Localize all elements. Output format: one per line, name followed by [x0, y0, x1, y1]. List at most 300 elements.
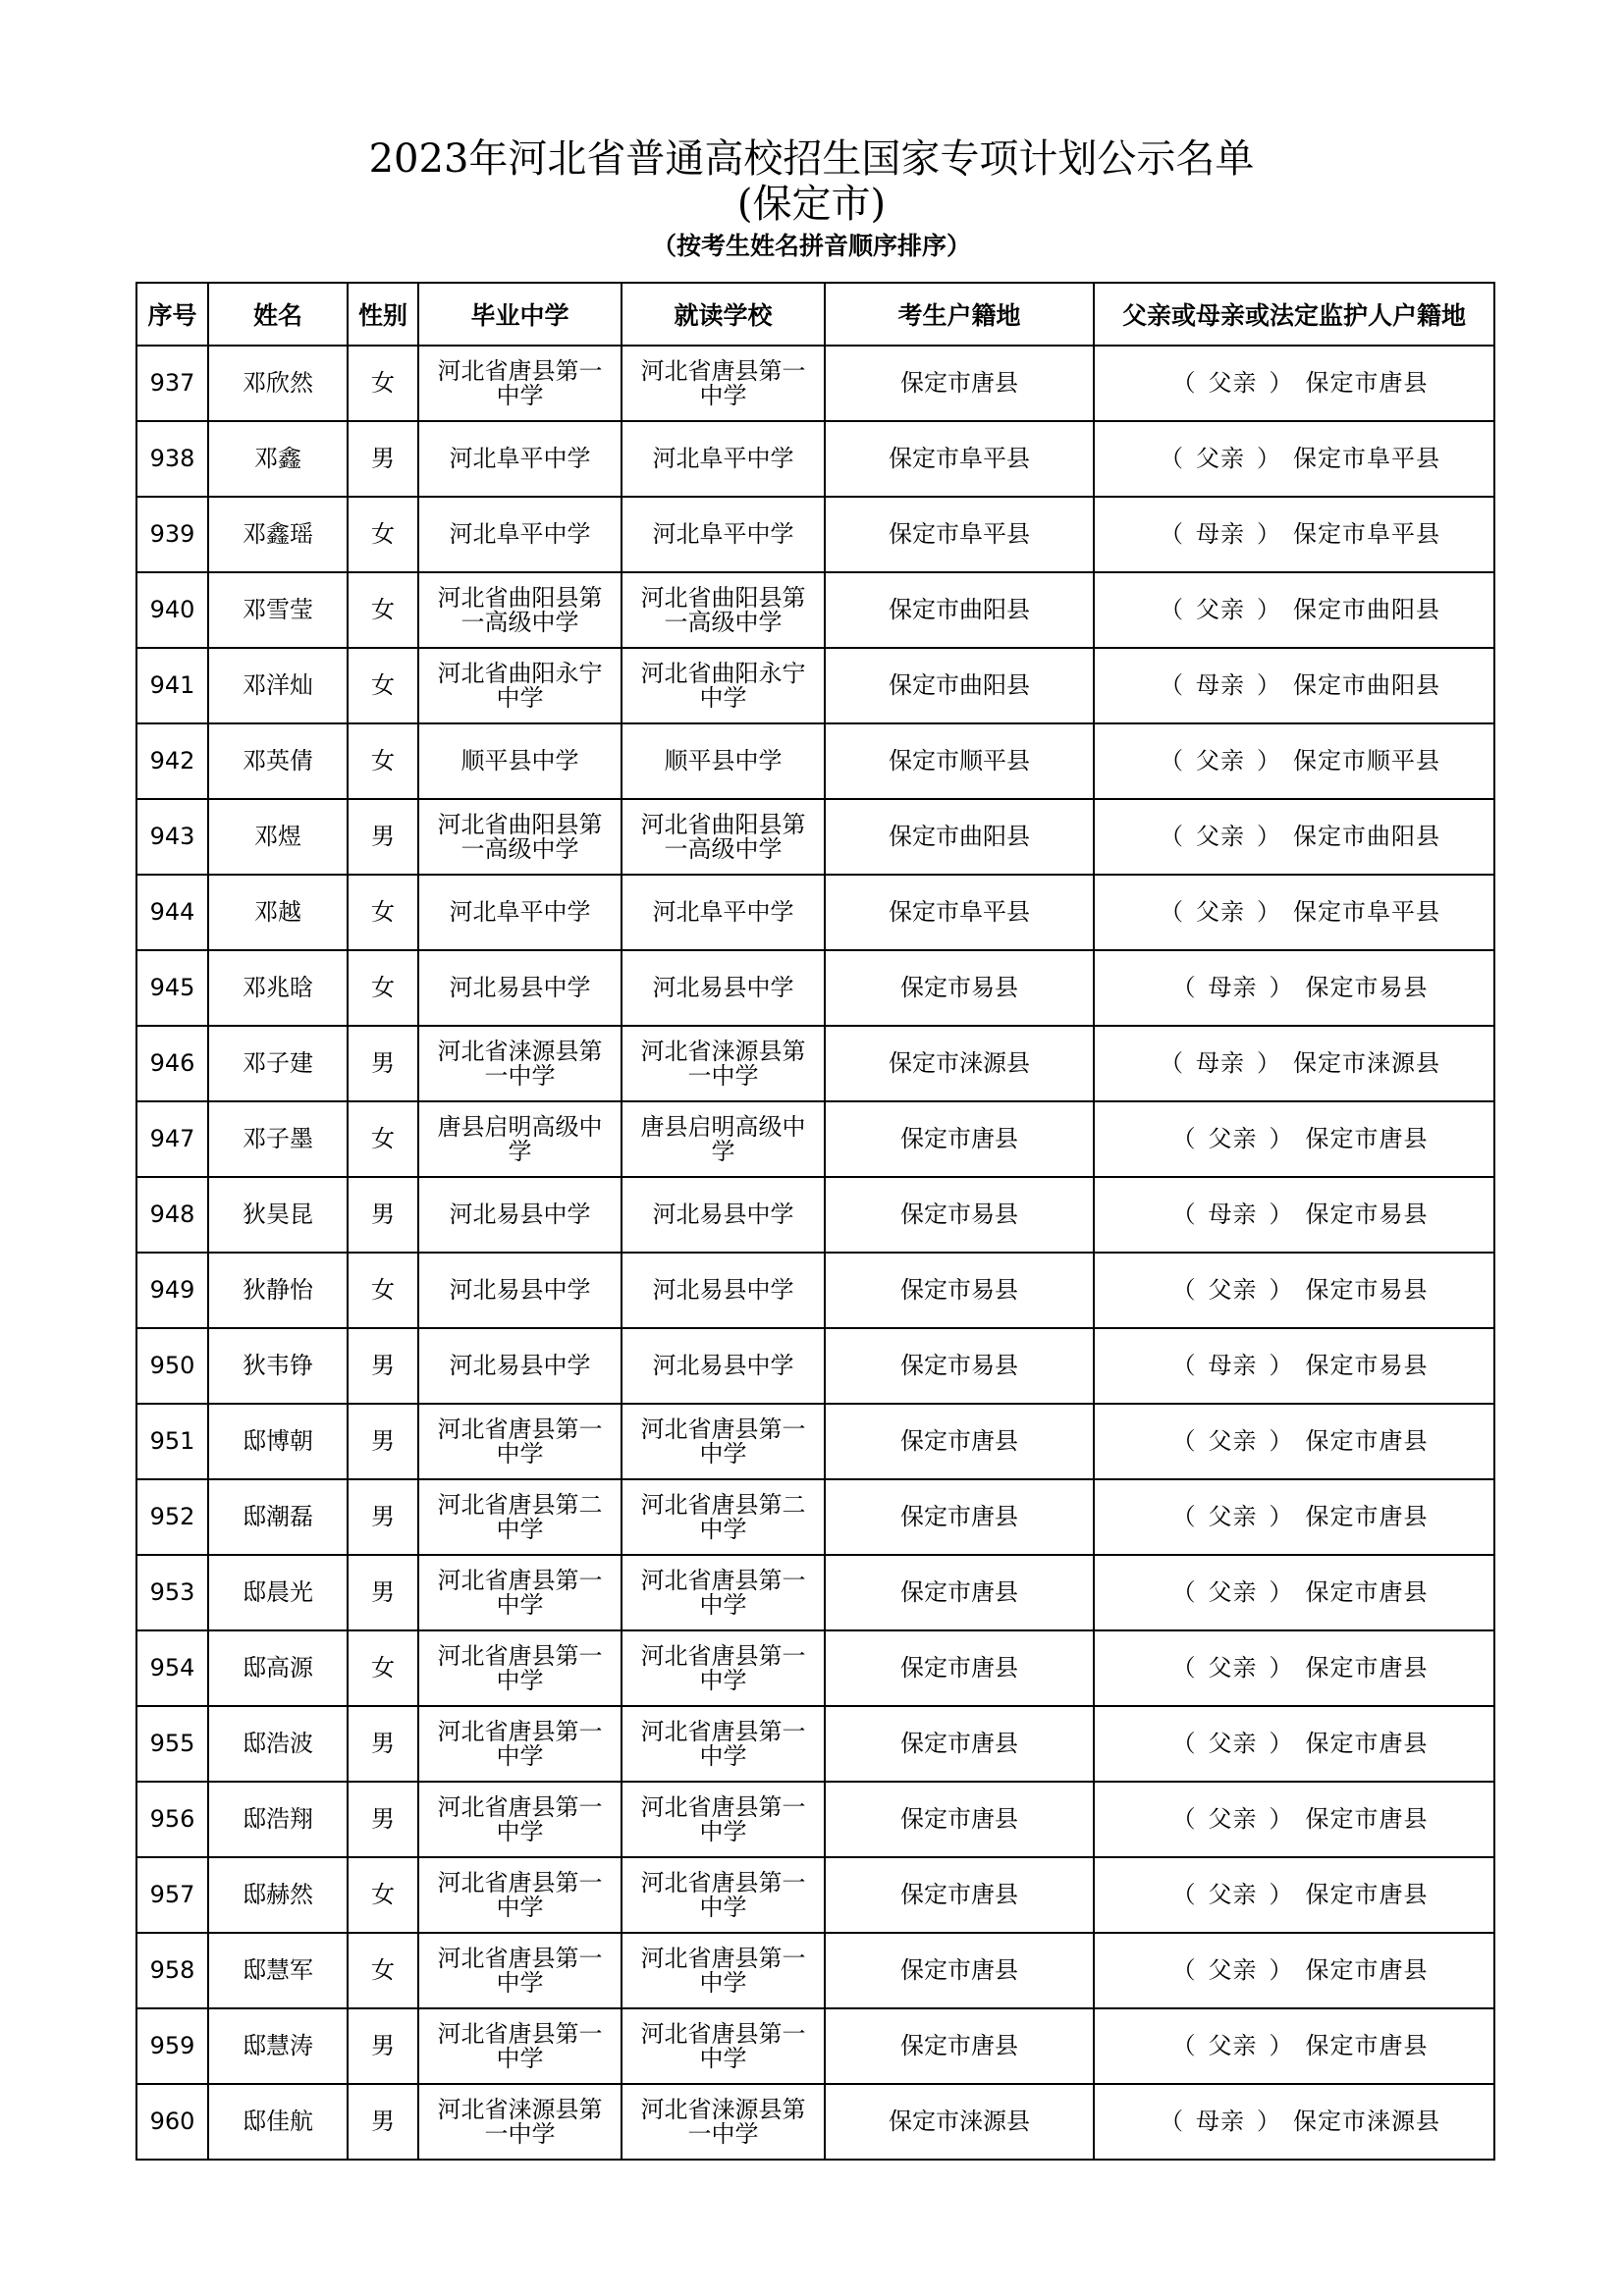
cell-gender: 女 [348, 723, 418, 799]
cell-seq: 953 [136, 1555, 208, 1630]
table-row [136, 1026, 1494, 1101]
cell-name: 邓英倩 [208, 723, 348, 799]
close-paren: ） [1257, 520, 1281, 548]
table-row [136, 1479, 1494, 1555]
table-row [136, 1253, 1494, 1328]
cell-hukou: 保定市易县 [825, 1177, 1094, 1253]
cell-name: 狄韦铮 [208, 1328, 348, 1404]
close-paren: ） [1269, 1503, 1294, 1530]
guardian-relation: 母亲 [1208, 974, 1258, 1001]
cell-name: 邓煜 [208, 799, 348, 875]
cell-name: 邓兆晗 [208, 950, 348, 1026]
cell-grad-school: 河北省唐县第一中学 [418, 1706, 622, 1782]
cell-name: 邸慧涛 [208, 2008, 348, 2084]
cell-gender: 男 [348, 1026, 418, 1101]
cell-name: 邸慧军 [208, 1933, 348, 2008]
cell-current-school: 河北易县中学 [622, 1253, 825, 1328]
cell-seq: 950 [136, 1328, 208, 1404]
table-row [136, 497, 1494, 572]
cell-current-school: 河北省涞源县第一中学 [622, 2084, 825, 2160]
guardian-location: 保定市易县 [1305, 974, 1429, 1001]
guardian-relation: 父亲 [1196, 445, 1245, 472]
open-paren: （ [1171, 1654, 1197, 1682]
cell-hukou: 保定市唐县 [825, 1404, 1094, 1479]
open-paren: （ [1171, 974, 1197, 1001]
cell-seq: 945 [136, 950, 208, 1026]
open-paren: （ [1171, 2032, 1197, 2059]
cell-guardian-hukou [1094, 572, 1494, 648]
guardian-relation: 父亲 [1208, 1578, 1258, 1606]
cell-name: 邸潮磊 [208, 1479, 348, 1555]
guardian-location: 保定市阜平县 [1293, 445, 1440, 472]
table-row [136, 1328, 1494, 1404]
cell-current-school: 河北省唐县第一中学 [622, 1555, 825, 1630]
guardian-location: 保定市顺平县 [1293, 747, 1440, 774]
cell-grad-school: 河北易县中学 [418, 1177, 622, 1253]
cell-name: 邓雪莹 [208, 572, 348, 648]
guardian-location: 保定市唐县 [1305, 1730, 1429, 1757]
cell-gender: 男 [348, 1706, 418, 1782]
close-paren: ） [1269, 1956, 1294, 1984]
cell-gender: 男 [348, 1404, 418, 1479]
guardian-location: 保定市唐县 [1305, 1805, 1429, 1833]
close-paren: ） [1257, 596, 1281, 623]
cell-guardian-hukou [1094, 497, 1494, 572]
guardian-relation: 父亲 [1196, 596, 1245, 623]
cell-name: 邸浩波 [208, 1706, 348, 1782]
guardian-location: 保定市唐县 [1305, 1956, 1429, 1984]
guardian-location: 保定市唐县 [1305, 2032, 1429, 2059]
open-paren: （ [1160, 898, 1184, 926]
cell-seq: 960 [136, 2084, 208, 2160]
close-paren: ） [1269, 974, 1294, 1001]
close-paren: ） [1257, 2108, 1281, 2135]
cell-grad-school: 河北阜平中学 [418, 421, 622, 497]
table-body [136, 346, 1494, 2160]
close-paren: ） [1269, 1730, 1294, 1757]
candidate-table [135, 282, 1495, 2161]
close-paren: ） [1269, 1201, 1294, 1228]
cell-gender: 女 [348, 875, 418, 950]
cell-name: 邓子墨 [208, 1101, 348, 1177]
cell-gender: 男 [348, 1479, 418, 1555]
cell-hukou: 保定市曲阳县 [825, 799, 1094, 875]
cell-gender: 女 [348, 1857, 418, 1933]
col-header-gender: 性别 [348, 283, 418, 346]
open-paren: （ [1160, 671, 1184, 699]
cell-hukou: 保定市唐县 [825, 1933, 1094, 2008]
guardian-relation: 母亲 [1196, 1049, 1245, 1077]
cell-grad-school: 河北省唐县第一中学 [418, 1630, 622, 1706]
table-header [136, 283, 1494, 346]
cell-current-school: 河北易县中学 [622, 950, 825, 1026]
cell-hukou: 保定市唐县 [825, 1706, 1094, 1782]
open-paren: （ [1160, 596, 1184, 623]
guardian-relation: 母亲 [1196, 520, 1245, 548]
cell-grad-school: 河北省唐县第二中学 [418, 1479, 622, 1555]
cell-gender: 女 [348, 346, 418, 421]
cell-guardian-hukou [1094, 2084, 1494, 2160]
cell-hukou: 保定市阜平县 [825, 421, 1094, 497]
cell-current-school: 河北省唐县第一中学 [622, 346, 825, 421]
cell-hukou: 保定市易县 [825, 950, 1094, 1026]
cell-guardian-hukou [1094, 1101, 1494, 1177]
guardian-location: 保定市唐县 [1305, 1125, 1429, 1152]
table-row [136, 648, 1494, 723]
cell-gender: 男 [348, 2084, 418, 2160]
cell-current-school: 河北省唐县第一中学 [622, 1630, 825, 1706]
table-row [136, 2084, 1494, 2160]
guardian-location: 保定市曲阳县 [1293, 596, 1440, 623]
close-paren: ） [1269, 1578, 1294, 1606]
cell-guardian-hukou [1094, 421, 1494, 497]
header-row [136, 283, 1494, 346]
cell-guardian-hukou [1094, 1328, 1494, 1404]
guardian-relation: 父亲 [1208, 1276, 1258, 1304]
cell-gender: 女 [348, 648, 418, 723]
close-paren: ） [1257, 823, 1281, 850]
cell-hukou: 保定市曲阳县 [825, 648, 1094, 723]
cell-grad-school: 河北阜平中学 [418, 875, 622, 950]
cell-seq: 941 [136, 648, 208, 723]
table-row [136, 723, 1494, 799]
cell-name: 邸高源 [208, 1630, 348, 1706]
table-row [136, 950, 1494, 1026]
cell-guardian-hukou [1094, 1706, 1494, 1782]
close-paren: ） [1269, 1427, 1294, 1455]
cell-name: 邓子建 [208, 1026, 348, 1101]
cell-gender: 男 [348, 1782, 418, 1857]
table-row [136, 1857, 1494, 1933]
cell-hukou: 保定市唐县 [825, 2008, 1094, 2084]
cell-grad-school: 河北省唐县第一中学 [418, 1404, 622, 1479]
cell-hukou: 保定市涞源县 [825, 2084, 1094, 2160]
cell-current-school: 顺平县中学 [622, 723, 825, 799]
close-paren: ） [1269, 1352, 1294, 1379]
close-paren: ） [1257, 898, 1281, 926]
cell-guardian-hukou [1094, 1555, 1494, 1630]
cell-guardian-hukou [1094, 723, 1494, 799]
table-row [136, 1630, 1494, 1706]
cell-gender: 男 [348, 799, 418, 875]
cell-current-school: 河北省唐县第二中学 [622, 1479, 825, 1555]
cell-grad-school: 河北省唐县第一中学 [418, 346, 622, 421]
table-row [136, 572, 1494, 648]
cell-current-school: 河北易县中学 [622, 1177, 825, 1253]
cell-seq: 955 [136, 1706, 208, 1782]
cell-grad-school: 顺平县中学 [418, 723, 622, 799]
guardian-relation: 父亲 [1208, 1125, 1258, 1152]
cell-grad-school: 河北省涞源县第一中学 [418, 2084, 622, 2160]
guardian-location: 保定市唐县 [1305, 369, 1429, 397]
cell-gender: 女 [348, 950, 418, 1026]
cell-gender: 男 [348, 1555, 418, 1630]
table-row [136, 421, 1494, 497]
open-paren: （ [1160, 2108, 1184, 2135]
cell-seq: 949 [136, 1253, 208, 1328]
cell-grad-school: 河北省唐县第一中学 [418, 1933, 622, 2008]
cell-name: 邸晨光 [208, 1555, 348, 1630]
open-paren: （ [1160, 747, 1184, 774]
cell-seq: 937 [136, 346, 208, 421]
page-subtitle: (保定市) [736, 182, 887, 227]
cell-grad-school: 河北易县中学 [418, 1328, 622, 1404]
cell-guardian-hukou [1094, 1479, 1494, 1555]
open-paren: （ [1160, 445, 1184, 472]
cell-current-school: 河北省曲阳县第一高级中学 [622, 799, 825, 875]
cell-guardian-hukou [1094, 1933, 1494, 2008]
cell-current-school: 河北省曲阳永宁中学 [622, 648, 825, 723]
table-row [136, 1101, 1494, 1177]
cell-name: 邸佳航 [208, 2084, 348, 2160]
guardian-relation: 母亲 [1196, 2108, 1245, 2135]
cell-name: 邸赫然 [208, 1857, 348, 1933]
cell-guardian-hukou [1094, 1857, 1494, 1933]
cell-gender: 女 [348, 497, 418, 572]
cell-current-school: 河北省涞源县第一中学 [622, 1026, 825, 1101]
cell-hukou: 保定市唐县 [825, 1555, 1094, 1630]
cell-current-school: 河北阜平中学 [622, 421, 825, 497]
cell-grad-school: 河北省曲阳县第一高级中学 [418, 572, 622, 648]
cell-grad-school: 河北阜平中学 [418, 497, 622, 572]
open-paren: （ [1160, 1049, 1184, 1077]
cell-current-school: 河北省曲阳县第一高级中学 [622, 572, 825, 648]
col-header-grad-school: 毕业中学 [418, 283, 622, 346]
cell-guardian-hukou [1094, 875, 1494, 950]
cell-hukou: 保定市唐县 [825, 1479, 1094, 1555]
cell-guardian-hukou [1094, 1630, 1494, 1706]
close-paren: ） [1269, 369, 1294, 397]
cell-seq: 951 [136, 1404, 208, 1479]
cell-guardian-hukou [1094, 1782, 1494, 1857]
open-paren: （ [1171, 1956, 1197, 1984]
cell-gender: 女 [348, 1630, 418, 1706]
cell-guardian-hukou [1094, 346, 1494, 421]
guardian-location: 保定市曲阳县 [1293, 823, 1440, 850]
guardian-relation: 父亲 [1208, 1730, 1258, 1757]
cell-grad-school: 河北省曲阳县第一高级中学 [418, 799, 622, 875]
close-paren: ） [1257, 747, 1281, 774]
guardian-relation: 父亲 [1208, 1881, 1258, 1908]
guardian-location: 保定市唐县 [1305, 1503, 1429, 1530]
open-paren: （ [1160, 520, 1184, 548]
cell-seq: 942 [136, 723, 208, 799]
open-paren: （ [1171, 1352, 1197, 1379]
sort-note: （按考生姓名拼音顺序排序） [651, 232, 971, 260]
cell-current-school: 河北阜平中学 [622, 497, 825, 572]
guardian-location: 保定市阜平县 [1293, 898, 1440, 926]
col-header-guardian-hukou: 父亲或母亲或法定监护人户籍地 [1094, 283, 1494, 346]
table-row [136, 799, 1494, 875]
cell-grad-school: 河北省唐县第一中学 [418, 1555, 622, 1630]
guardian-relation: 母亲 [1196, 671, 1245, 699]
cell-current-school: 河北省唐县第一中学 [622, 1857, 825, 1933]
cell-hukou: 保定市易县 [825, 1328, 1094, 1404]
table-row [136, 1933, 1494, 2008]
cell-name: 邓越 [208, 875, 348, 950]
close-paren: ） [1269, 1654, 1294, 1682]
guardian-location: 保定市易县 [1305, 1201, 1429, 1228]
guardian-relation: 父亲 [1208, 369, 1258, 397]
cell-current-school: 河北省唐县第一中学 [622, 2008, 825, 2084]
cell-grad-school: 河北省唐县第一中学 [418, 1857, 622, 1933]
guardian-location: 保定市唐县 [1305, 1654, 1429, 1682]
cell-name: 狄静怡 [208, 1253, 348, 1328]
open-paren: （ [1171, 1503, 1197, 1530]
close-paren: ） [1257, 445, 1281, 472]
cell-seq: 957 [136, 1857, 208, 1933]
cell-current-school: 河北省唐县第一中学 [622, 1933, 825, 2008]
cell-name: 邓鑫 [208, 421, 348, 497]
table-row [136, 875, 1494, 950]
cell-current-school: 河北省唐县第一中学 [622, 1404, 825, 1479]
guardian-relation: 母亲 [1208, 1352, 1258, 1379]
open-paren: （ [1160, 823, 1184, 850]
cell-hukou: 保定市易县 [825, 1253, 1094, 1328]
close-paren: ） [1269, 1805, 1294, 1833]
guardian-location: 保定市唐县 [1305, 1427, 1429, 1455]
cell-seq: 958 [136, 1933, 208, 2008]
col-header-name: 姓名 [208, 283, 348, 346]
cell-hukou: 保定市唐县 [825, 346, 1094, 421]
close-paren: ） [1269, 1125, 1294, 1152]
cell-guardian-hukou [1094, 2008, 1494, 2084]
guardian-location: 保定市唐县 [1305, 1881, 1429, 1908]
cell-hukou: 保定市唐县 [825, 1630, 1094, 1706]
cell-guardian-hukou [1094, 1253, 1494, 1328]
col-header-hukou: 考生户籍地 [825, 283, 1094, 346]
guardian-relation: 父亲 [1196, 898, 1245, 926]
guardian-relation: 父亲 [1208, 1503, 1258, 1530]
cell-gender: 女 [348, 1933, 418, 2008]
cell-name: 邓洋灿 [208, 648, 348, 723]
table-row [136, 1782, 1494, 1857]
open-paren: （ [1171, 1578, 1197, 1606]
table-row [136, 1706, 1494, 1782]
cell-grad-school: 河北省唐县第一中学 [418, 2008, 622, 2084]
cell-hukou: 保定市曲阳县 [825, 572, 1094, 648]
cell-grad-school: 河北省曲阳永宁中学 [418, 648, 622, 723]
cell-guardian-hukou [1094, 950, 1494, 1026]
cell-name: 狄昊昆 [208, 1177, 348, 1253]
cell-current-school: 唐县启明高级中学 [622, 1101, 825, 1177]
cell-grad-school: 唐县启明高级中学 [418, 1101, 622, 1177]
guardian-location: 保定市易县 [1305, 1276, 1429, 1304]
open-paren: （ [1171, 1125, 1197, 1152]
cell-grad-school: 河北省唐县第一中学 [418, 1782, 622, 1857]
cell-grad-school: 河北省涞源县第一中学 [418, 1026, 622, 1101]
cell-hukou: 保定市唐县 [825, 1857, 1094, 1933]
cell-seq: 954 [136, 1630, 208, 1706]
cell-grad-school: 河北易县中学 [418, 950, 622, 1026]
open-paren: （ [1171, 1427, 1197, 1455]
cell-seq: 943 [136, 799, 208, 875]
cell-current-school: 河北省唐县第一中学 [622, 1782, 825, 1857]
close-paren: ） [1257, 1049, 1281, 1077]
cell-name: 邸浩翔 [208, 1782, 348, 1857]
open-paren: （ [1171, 1201, 1197, 1228]
cell-gender: 男 [348, 1328, 418, 1404]
cell-guardian-hukou [1094, 648, 1494, 723]
cell-gender: 男 [348, 2008, 418, 2084]
cell-hukou: 保定市涞源县 [825, 1026, 1094, 1101]
close-paren: ） [1269, 1881, 1294, 1908]
cell-gender: 女 [348, 1101, 418, 1177]
guardian-location: 保定市涞源县 [1293, 2108, 1440, 2135]
table-row [136, 1404, 1494, 1479]
cell-guardian-hukou [1094, 799, 1494, 875]
cell-current-school: 河北省唐县第一中学 [622, 1706, 825, 1782]
guardian-relation: 父亲 [1196, 747, 1245, 774]
table-row [136, 1555, 1494, 1630]
cell-hukou: 保定市唐县 [825, 1101, 1094, 1177]
guardian-relation: 父亲 [1208, 1805, 1258, 1833]
cell-seq: 952 [136, 1479, 208, 1555]
table-row [136, 1177, 1494, 1253]
guardian-location: 保定市易县 [1305, 1352, 1429, 1379]
cell-gender: 男 [348, 1177, 418, 1253]
cell-gender: 女 [348, 1253, 418, 1328]
close-paren: ） [1269, 1276, 1294, 1304]
cell-seq: 959 [136, 2008, 208, 2084]
guardian-location: 保定市阜平县 [1293, 520, 1440, 548]
col-header-current-school: 就读学校 [622, 283, 825, 346]
cell-gender: 男 [348, 421, 418, 497]
cell-seq: 940 [136, 572, 208, 648]
cell-seq: 944 [136, 875, 208, 950]
guardian-relation: 父亲 [1208, 1427, 1258, 1455]
table-row [136, 346, 1494, 421]
guardian-location: 保定市曲阳县 [1293, 671, 1440, 699]
close-paren: ） [1269, 2032, 1294, 2059]
cell-hukou: 保定市阜平县 [825, 875, 1094, 950]
cell-name: 邓鑫瑶 [208, 497, 348, 572]
cell-seq: 947 [136, 1101, 208, 1177]
guardian-relation: 母亲 [1208, 1201, 1258, 1228]
page-title: 2023年河北省普通高校招生国家专项计划公示名单 [368, 136, 1255, 182]
close-paren: ） [1257, 671, 1281, 699]
guardian-relation: 父亲 [1208, 1654, 1258, 1682]
guardian-location: 保定市涞源县 [1293, 1049, 1440, 1077]
guardian-relation: 父亲 [1196, 823, 1245, 850]
open-paren: （ [1171, 1730, 1197, 1757]
cell-seq: 956 [136, 1782, 208, 1857]
guardian-location: 保定市唐县 [1305, 1578, 1429, 1606]
cell-hukou: 保定市阜平县 [825, 497, 1094, 572]
cell-guardian-hukou [1094, 1026, 1494, 1101]
open-paren: （ [1171, 1805, 1197, 1833]
cell-seq: 948 [136, 1177, 208, 1253]
open-paren: （ [1171, 1881, 1197, 1908]
col-header-seq: 序号 [136, 283, 208, 346]
table-row [136, 2008, 1494, 2084]
cell-name: 邸博朝 [208, 1404, 348, 1479]
open-paren: （ [1171, 1276, 1197, 1304]
cell-guardian-hukou [1094, 1404, 1494, 1479]
cell-name: 邓欣然 [208, 346, 348, 421]
cell-seq: 939 [136, 497, 208, 572]
cell-current-school: 河北阜平中学 [622, 875, 825, 950]
open-paren: （ [1171, 369, 1197, 397]
guardian-relation: 父亲 [1208, 2032, 1258, 2059]
cell-grad-school: 河北易县中学 [418, 1253, 622, 1328]
guardian-relation: 父亲 [1208, 1956, 1258, 1984]
cell-guardian-hukou [1094, 1177, 1494, 1253]
cell-hukou: 保定市顺平县 [825, 723, 1094, 799]
cell-hukou: 保定市唐县 [825, 1782, 1094, 1857]
cell-gender: 女 [348, 572, 418, 648]
cell-seq: 938 [136, 421, 208, 497]
